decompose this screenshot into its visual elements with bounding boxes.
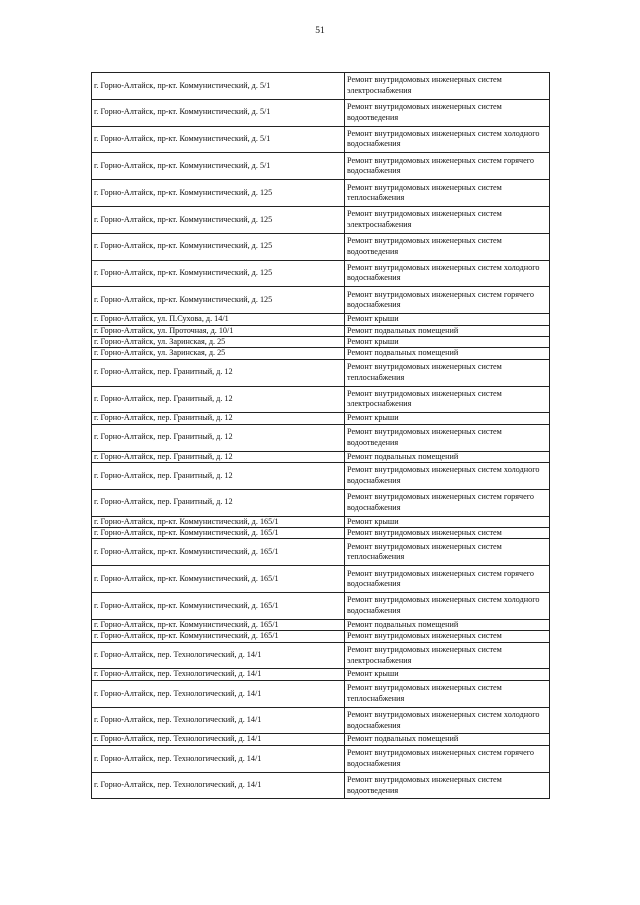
address-cell: г. Горно-Алтайск, пер. Технологический, д. 14/1 bbox=[92, 772, 345, 799]
address-cell: г. Горно-Алтайск, пр-кт. Коммунистический, д. 125 bbox=[92, 287, 345, 314]
address-cell: г. Горно-Алтайск, пер. Технологический, д. 14/1 bbox=[92, 680, 345, 707]
table-row bbox=[92, 233, 550, 260]
work-type-cell: Ремонт внутридомовых инженерных систем горячего водоснабжения bbox=[345, 287, 550, 314]
table-row bbox=[92, 336, 550, 347]
table-row bbox=[92, 180, 550, 207]
address-cell: г. Горно-Алтайск, пр-кт. Коммунистический, д. 165/1 bbox=[92, 631, 345, 642]
work-type-cell: Ремонт крыши bbox=[345, 314, 550, 325]
address-cell: г. Горно-Алтайск, пр-кт. Коммунистический, д. 165/1 bbox=[92, 619, 345, 630]
work-type-cell: Ремонт крыши bbox=[345, 669, 550, 680]
table-row bbox=[92, 359, 550, 386]
table-row bbox=[92, 642, 550, 669]
work-type-cell: Ремонт внутридомовых инженерных систем горячего водоснабжения bbox=[345, 153, 550, 180]
work-type-cell: Ремонт внутридомовых инженерных систем теплоснабжения bbox=[345, 359, 550, 386]
address-cell: г. Горно-Алтайск, пер. Технологический, д. 14/1 bbox=[92, 745, 345, 772]
table-row bbox=[92, 424, 550, 451]
work-type-cell: Ремонт внутридомовых инженерных систем водоотведения bbox=[345, 233, 550, 260]
work-type-cell: Ремонт внутридомовых инженерных систем холодного водоснабжения bbox=[345, 126, 550, 153]
work-type-cell: Ремонт внутридомовых инженерных систем теплоснабжения bbox=[345, 180, 550, 207]
work-type-cell: Ремонт внутридомовых инженерных систем электроснабжения bbox=[345, 642, 550, 669]
work-type-cell: Ремонт внутридомовых инженерных систем электроснабжения bbox=[345, 206, 550, 233]
address-cell: г. Горно-Алтайск, пер. Технологический, д. 14/1 bbox=[92, 642, 345, 669]
address-cell: г. Горно-Алтайск, пер. Гранитный, д. 12 bbox=[92, 359, 345, 386]
work-type-cell: Ремонт подвальных помещений bbox=[345, 734, 550, 745]
page-number: 51 bbox=[315, 26, 325, 36]
table-row bbox=[92, 325, 550, 336]
address-cell: г. Горно-Алтайск, пр-кт. Коммунистический, д. 165/1 bbox=[92, 516, 345, 527]
work-type-cell: Ремонт внутридомовых инженерных систем теплоснабжения bbox=[345, 539, 550, 566]
work-type-cell: Ремонт внутридомовых инженерных систем горячего водоснабжения bbox=[345, 489, 550, 516]
address-cell: г. Горно-Алтайск, пер. Технологический, д. 14/1 bbox=[92, 734, 345, 745]
table-row bbox=[92, 413, 550, 424]
table-row bbox=[92, 734, 550, 745]
table-row bbox=[92, 745, 550, 772]
table-row bbox=[92, 260, 550, 287]
work-type-cell: Ремонт крыши bbox=[345, 516, 550, 527]
table-row bbox=[92, 539, 550, 566]
address-cell: г. Горно-Алтайск, пр-кт. Коммунистический, д. 165/1 bbox=[92, 593, 345, 620]
work-type-cell: Ремонт внутридомовых инженерных систем водоотведения bbox=[345, 424, 550, 451]
work-type-cell: Ремонт внутридомовых инженерных систем холодного водоснабжения bbox=[345, 707, 550, 734]
table-row bbox=[92, 451, 550, 462]
table-row bbox=[92, 516, 550, 527]
table-row bbox=[92, 386, 550, 413]
work-type-cell: Ремонт внутридомовых инженерных систем теплоснабжения bbox=[345, 680, 550, 707]
work-type-cell: Ремонт внутридомовых инженерных систем bbox=[345, 631, 550, 642]
work-type-cell: Ремонт внутридомовых инженерных систем электроснабжения bbox=[345, 73, 550, 100]
table-row bbox=[92, 99, 550, 126]
work-type-cell: Ремонт внутридомовых инженерных систем электроснабжения bbox=[345, 386, 550, 413]
work-type-cell: Ремонт внутридомовых инженерных систем водоотведения bbox=[345, 99, 550, 126]
table-row bbox=[92, 528, 550, 539]
address-cell: г. Горно-Алтайск, пер. Гранитный, д. 12 bbox=[92, 489, 345, 516]
address-cell: г. Горно-Алтайск, пер. Гранитный, д. 12 bbox=[92, 386, 345, 413]
table-row bbox=[92, 489, 550, 516]
address-cell: г. Горно-Алтайск, пр-кт. Коммунистический, д. 125 bbox=[92, 260, 345, 287]
table-row bbox=[92, 566, 550, 593]
work-type-cell: Ремонт подвальных помещений bbox=[345, 619, 550, 630]
address-cell: г. Горно-Алтайск, пр-кт. Коммунистический, д. 125 bbox=[92, 206, 345, 233]
work-type-cell: Ремонт подвальных помещений bbox=[345, 325, 550, 336]
table-row bbox=[92, 314, 550, 325]
table-row bbox=[92, 153, 550, 180]
address-cell: г. Горно-Алтайск, пер. Гранитный, д. 12 bbox=[92, 424, 345, 451]
address-cell: г. Горно-Алтайск, ул. Заринская, д. 25 bbox=[92, 336, 345, 347]
address-cell: г. Горно-Алтайск, пр-кт. Коммунистический, д. 125 bbox=[92, 233, 345, 260]
table-row bbox=[92, 206, 550, 233]
work-type-cell: Ремонт внутридомовых инженерных систем холодного водоснабжения bbox=[345, 463, 550, 490]
table-row bbox=[92, 707, 550, 734]
work-type-cell: Ремонт крыши bbox=[345, 336, 550, 347]
table-row bbox=[92, 348, 550, 359]
work-type-cell: Ремонт внутридомовых инженерных систем холодного водоснабжения bbox=[345, 260, 550, 287]
table-row bbox=[92, 73, 550, 100]
table-row bbox=[92, 593, 550, 620]
work-type-cell: Ремонт внутридомовых инженерных систем горячего водоснабжения bbox=[345, 745, 550, 772]
work-type-cell: Ремонт подвальных помещений bbox=[345, 451, 550, 462]
address-cell: г. Горно-Алтайск, пер. Технологический, д. 14/1 bbox=[92, 669, 345, 680]
address-cell: г. Горно-Алтайск, ул. П.Сухова, д. 14/1 bbox=[92, 314, 345, 325]
address-cell: г. Горно-Алтайск, пр-кт. Коммунистический, д. 5/1 bbox=[92, 126, 345, 153]
address-cell: г. Горно-Алтайск, пр-кт. Коммунистический, д. 125 bbox=[92, 180, 345, 207]
table-row bbox=[92, 287, 550, 314]
address-cell: г. Горно-Алтайск, пер. Гранитный, д. 12 bbox=[92, 413, 345, 424]
address-cell: г. Горно-Алтайск, пр-кт. Коммунистический, д. 5/1 bbox=[92, 73, 345, 100]
table-row bbox=[92, 772, 550, 799]
address-cell: г. Горно-Алтайск, пр-кт. Коммунистический, д. 165/1 bbox=[92, 539, 345, 566]
address-cell: г. Горно-Алтайск, пр-кт. Коммунистический, д. 5/1 bbox=[92, 99, 345, 126]
address-cell: г. Горно-Алтайск, пр-кт. Коммунистический, д. 165/1 bbox=[92, 566, 345, 593]
address-cell: г. Горно-Алтайск, пр-кт. Коммунистический, д. 5/1 bbox=[92, 153, 345, 180]
table-row bbox=[92, 680, 550, 707]
address-cell: г. Горно-Алтайск, пер. Гранитный, д. 12 bbox=[92, 463, 345, 490]
work-type-cell: Ремонт крыши bbox=[345, 413, 550, 424]
address-cell: г. Горно-Алтайск, пер. Гранитный, д. 12 bbox=[92, 451, 345, 462]
address-cell: г. Горно-Алтайск, пер. Технологический, д. 14/1 bbox=[92, 707, 345, 734]
work-type-cell: Ремонт подвальных помещений bbox=[345, 348, 550, 359]
repair-works-table bbox=[91, 72, 550, 799]
work-type-cell: Ремонт внутридомовых инженерных систем водоотведения bbox=[345, 772, 550, 799]
table-row bbox=[92, 126, 550, 153]
table-row bbox=[92, 669, 550, 680]
table-row bbox=[92, 619, 550, 630]
address-cell: г. Горно-Алтайск, пр-кт. Коммунистический, д. 165/1 bbox=[92, 528, 345, 539]
table-row bbox=[92, 631, 550, 642]
work-type-cell: Ремонт внутридомовых инженерных систем горячего водоснабжения bbox=[345, 566, 550, 593]
work-type-cell: Ремонт внутридомовых инженерных систем bbox=[345, 528, 550, 539]
address-cell: г. Горно-Алтайск, ул. Заринская, д. 25 bbox=[92, 348, 345, 359]
work-type-cell: Ремонт внутридомовых инженерных систем холодного водоснабжения bbox=[345, 593, 550, 620]
table-row bbox=[92, 463, 550, 490]
address-cell: г. Горно-Алтайск, ул. Проточная, д. 10/1 bbox=[92, 325, 345, 336]
